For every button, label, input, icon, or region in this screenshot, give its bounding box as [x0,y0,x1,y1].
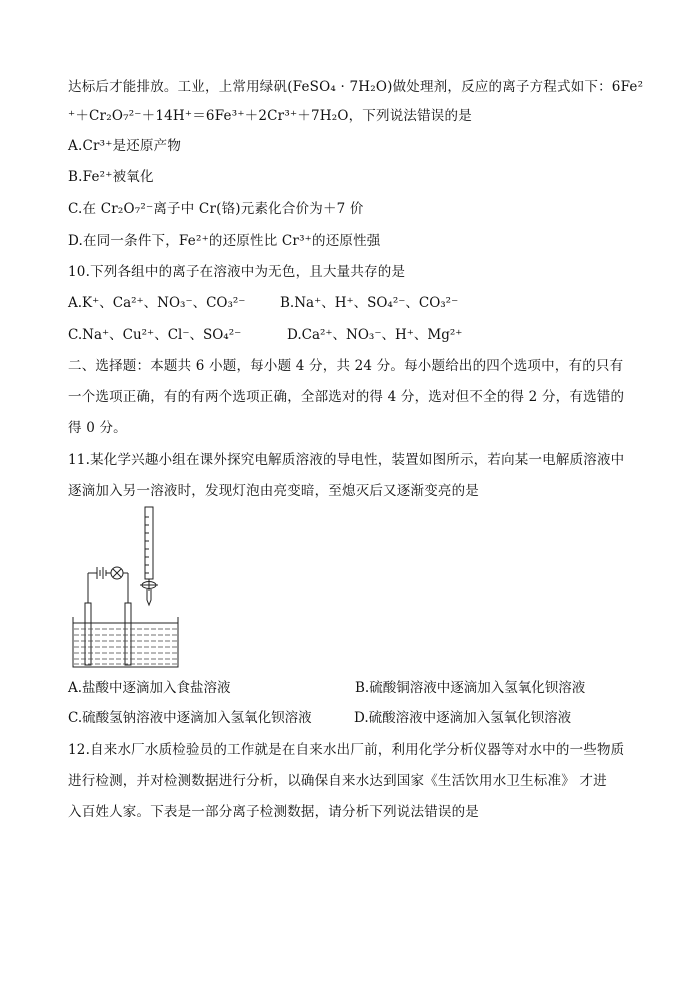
q11-stem-line-1: 11.某化学兴趣小组在课外探究电解质溶液的导电性，装置如图所示，若向某一电解质溶液中 [68,452,625,468]
q10-option-c: C.Na⁺、Cu²⁺、Cl⁻、SO₄²⁻ [68,327,242,343]
q12-stem-line-3: 入百姓人家。下表是一部分离子检测数据，请分析下列说法错误的是 [68,804,479,820]
q9-stem-line-1: 达标后才能排放。工业，上常用绿矾(FeSO₄ · 7H₂O)做处理剂，反应的离子方程式如下：6Fe² [68,79,644,95]
q9-stem-line-2: ⁺＋Cr₂O₇²⁻＋14H⁺＝6Fe³⁺＋2Cr³⁺＋7H₂O，下列说法错误的是 [68,108,472,124]
q11-option-c: C.硫酸氢钠溶液中逐滴加入氢氧化钡溶液 [68,710,312,726]
q9-option-d: D.在同一条件下，Fe²⁺的还原性比 Cr³⁺的还原性强 [68,233,381,249]
q11-option-d: D.硫酸溶液中逐滴加入氢氧化钡溶液 [354,710,572,726]
q12-stem-line-1: 12.自来水厂水质检验员的工作就是在自来水出厂前，利用化学分析仪器等对水中的一些物质 [68,742,625,758]
section2-line-2: 一个选项正确，有的有两个选项正确，全部选对的得 4 分，选对但不全的得 2 分，有选错的 [68,389,625,405]
q9-option-b: B.Fe²⁺被氧化 [68,169,154,185]
q9-option-c: C.在 Cr₂O₇²⁻离子中 Cr(铬)元素化合价为＋7 价 [68,201,364,217]
burette [145,507,153,579]
electrode-left [85,603,91,665]
q12-stem-line-2: 进行检测，并对检测数据进行分析，以确保自来水达到国家《生活饮用水卫生标准》 才进 [68,773,607,789]
section2-line-1: 二、选择题：本题共 6 小题，每小题 4 分，共 24 分。每小题给出的四个选项中，有的只有 [68,358,624,374]
electrode-right [125,603,131,665]
q11-option-a: A.盐酸中逐滴加入食盐溶液 [68,680,231,696]
q10-option-b: B.Na⁺、H⁺、SO₄²⁻、CO₃²⁻ [280,295,459,311]
q9-option-a: A.Cr³⁺是还原产物 [68,138,182,154]
q10-option-d: D.Ca²⁺、NO₃⁻、H⁺、Mg²⁺ [287,327,463,343]
conductivity-apparatus-figure [68,505,198,670]
q11-stem-line-2: 逐滴加入另一溶液时，发现灯泡由亮变暗，至熄灭后又逐渐变亮的是 [68,483,479,499]
section2-line-3: 得 0 分。 [68,420,127,436]
q10-stem: 10.下列各组中的离子在溶液中为无色，且大量共存的是 [68,264,406,280]
q10-option-a: A.K⁺、Ca²⁺、NO₃⁻、CO₃²⁻ [68,295,246,311]
q11-option-b: B.硫酸铜溶液中逐滴加入氢氧化钡溶液 [355,680,586,696]
